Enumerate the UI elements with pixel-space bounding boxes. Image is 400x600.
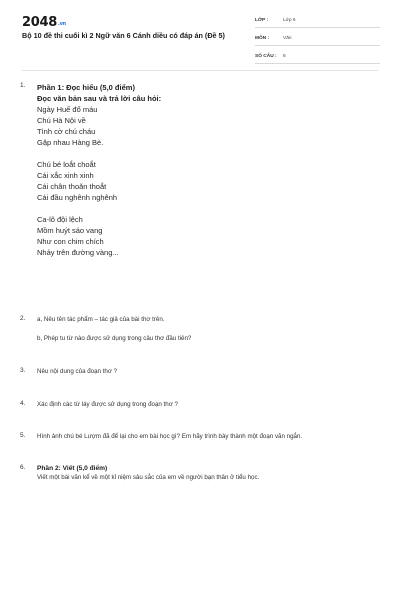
question-number: 6.: [20, 464, 26, 471]
question-text-part-a: a, Nêu tên tác phẩm – tác giả của bài thơ trên.: [37, 316, 165, 323]
poem-line: Ngày Huế đổ máu: [37, 105, 98, 114]
poem-line: Ca-lô đội lệch: [37, 215, 83, 224]
site-logo[interactable]: [22, 15, 66, 30]
question-number: 4.: [20, 400, 26, 407]
instruction: Đọc văn bản sau và trả lời câu hỏi:: [37, 94, 162, 103]
question-6: [20, 464, 380, 482]
logo-text: 2048: [22, 15, 57, 30]
question-text: Hình ảnh chú bé Lượm đã để lại cho em bài học gì? Em hãy trình bày thành một đoạn văn ngắn.: [37, 433, 303, 440]
meta-value: 6: [283, 53, 286, 59]
question-2: [20, 315, 380, 343]
question-5: [20, 432, 380, 441]
header-divider: [22, 70, 378, 71]
meta-info: [255, 13, 380, 67]
stanza: [37, 214, 380, 258]
poem-line: Tình cờ chú cháu: [37, 127, 96, 136]
meta-row-subject: [255, 31, 380, 46]
part-title: Phần 2: Viết (5,0 điểm): [37, 465, 108, 472]
poem-line: Gặp nhau Hàng Bè.: [37, 138, 104, 147]
meta-row-class: [255, 13, 380, 28]
question-3: [20, 367, 380, 376]
question-number: 2.: [20, 315, 26, 322]
poem-line: Như con chim chích: [37, 237, 104, 246]
meta-label: MÔN :: [255, 35, 270, 41]
question-text-part-b: b, Phép tu từ nào được sử dụng trong câu thơ đầu tiên?: [37, 335, 192, 342]
poem-line: Nhảy trên đường vàng...: [37, 248, 119, 257]
stanza: [37, 159, 380, 203]
meta-label: SỐ CÂU :: [255, 53, 277, 59]
document-title: Bộ 10 đề thi cuối kì 2 Ngữ văn 6 Cánh diều có đáp án (Đề 5): [22, 31, 225, 40]
question-text: Nêu nội dung của đoạn thơ ?: [37, 368, 118, 375]
question-text: Viết một bài văn kể về một kỉ niệm sâu sắc của em về người bạn thân ở tiểu học.: [37, 474, 260, 481]
logo-suffix: .vn: [57, 21, 66, 27]
poem-line: Cái xắc xinh xinh: [37, 171, 94, 180]
poem-line: Mồm huýt sáo vang: [37, 226, 103, 235]
meta-value: Văn: [283, 35, 292, 41]
poem-line: Chú bé loắt choắt: [37, 160, 96, 169]
question-number: 1.: [20, 82, 26, 89]
stanza: [37, 104, 380, 148]
question-1: [20, 82, 380, 258]
question-4: [20, 400, 380, 409]
question-number: 3.: [20, 367, 26, 374]
poem-line: Cái chân thoăn thoắt: [37, 182, 107, 191]
meta-row-question-count: [255, 49, 380, 64]
poem-line: Chú Hà Nội về: [37, 116, 86, 125]
part-title: Phần 1: Đọc hiểu (5,0 điểm): [37, 83, 135, 92]
meta-label: LỚP :: [255, 17, 269, 23]
question-number: 5.: [20, 432, 26, 439]
meta-value: Lớp 6: [283, 17, 296, 23]
question-text: Xác định các từ láy được sử dụng trong đoạn thơ ?: [37, 401, 178, 408]
poem-line: Cái đầu nghênh nghênh: [37, 193, 118, 202]
